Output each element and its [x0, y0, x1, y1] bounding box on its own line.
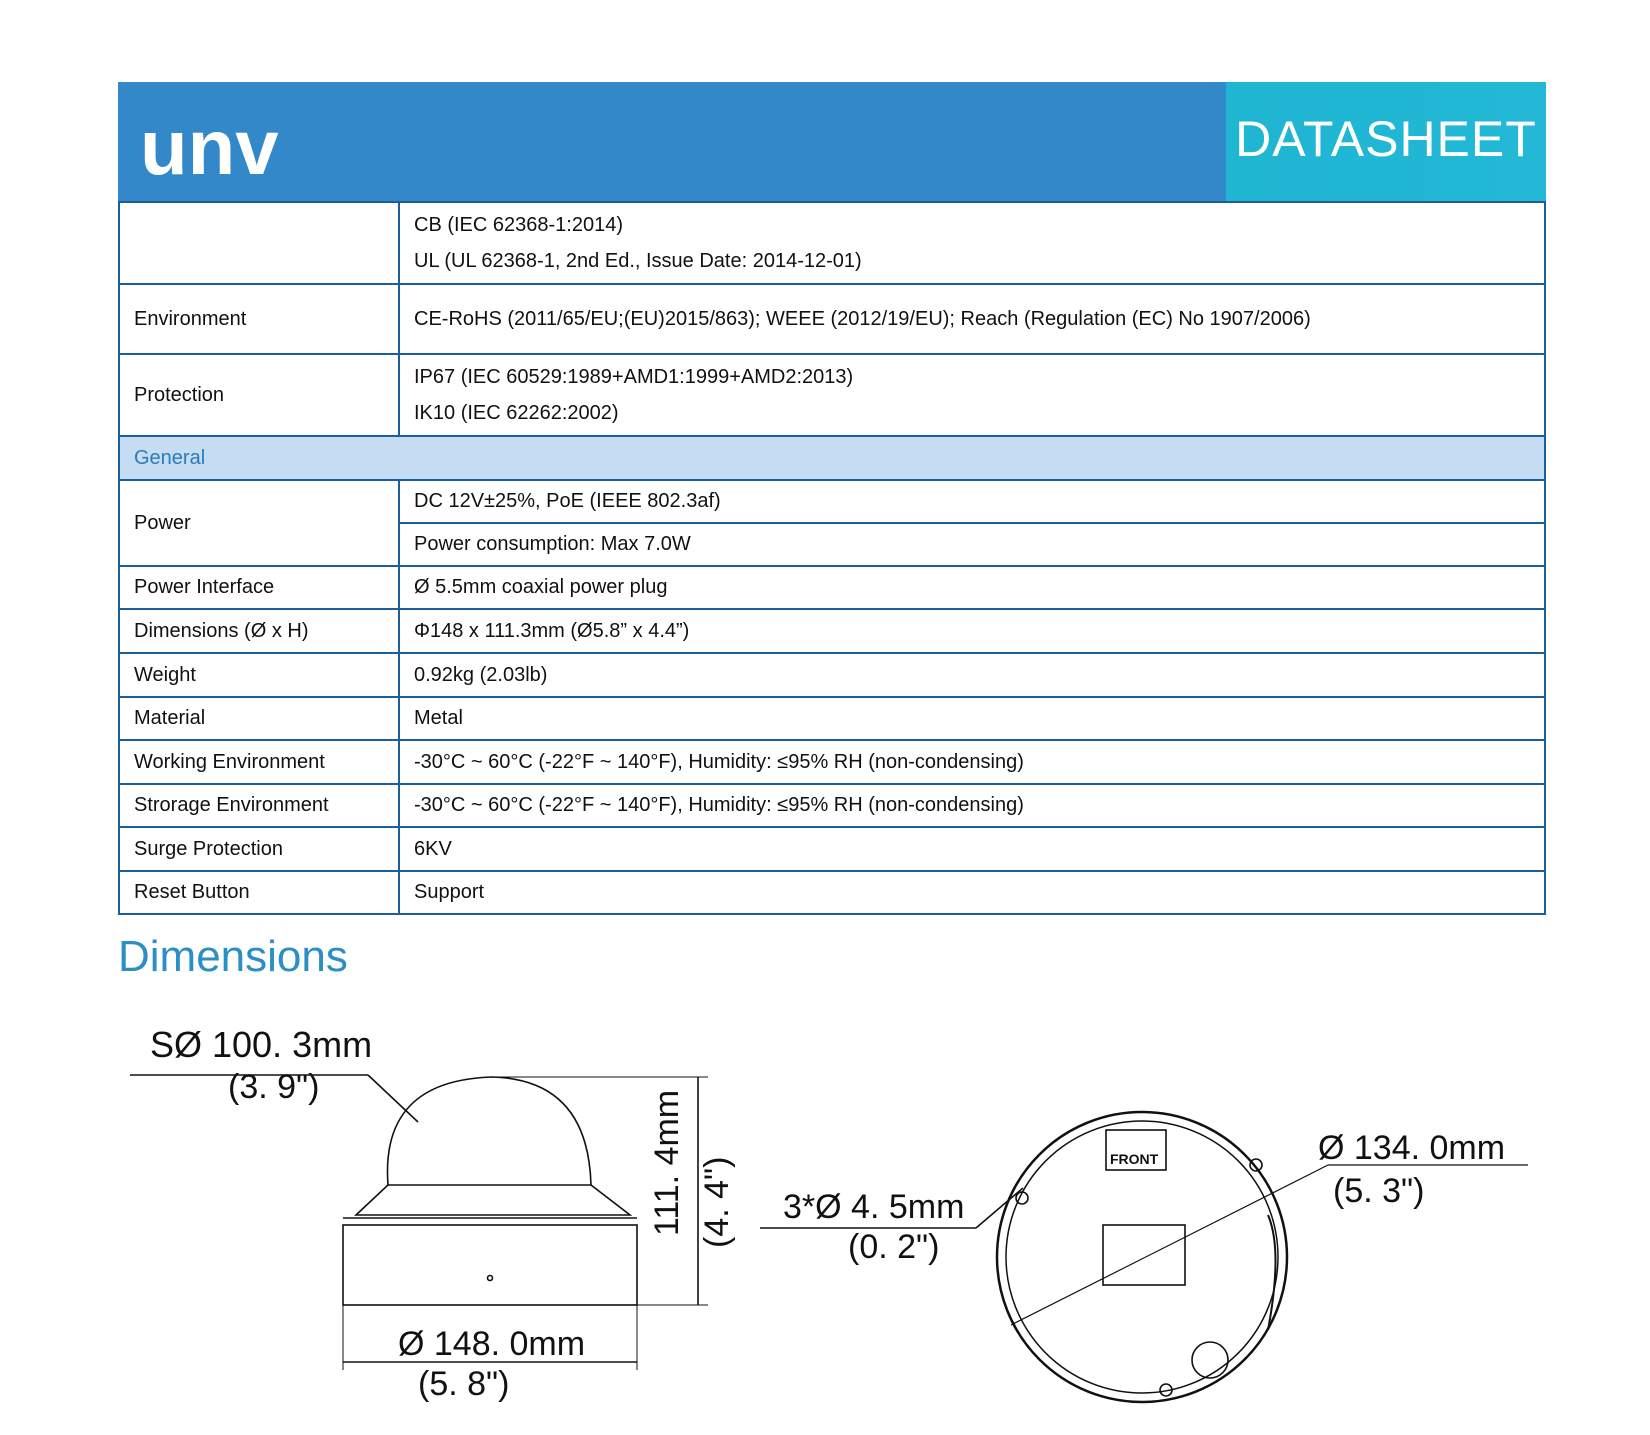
row-label: Power	[119, 480, 399, 566]
table-row	[119, 740, 1545, 784]
table-row	[119, 566, 1545, 609]
row-label: Strorage Environment	[119, 784, 399, 827]
row-value: Power consumption: Max 7.0W	[399, 523, 1545, 566]
logo-text: unv	[140, 103, 279, 182]
header-banner	[118, 82, 1546, 201]
spec-table	[118, 201, 1546, 915]
row-value	[399, 202, 1545, 284]
value-line: IK10 (IEC 62262:2002)	[414, 402, 619, 424]
table-row	[119, 284, 1545, 354]
table-row	[119, 653, 1545, 697]
datasheet-badge	[1226, 82, 1546, 201]
row-value: CE-RoHS (2011/65/EU;(EU)2015/863); WEEE (2012/19/EU); Reach (Regulation (EC) No 1907/2006)	[399, 284, 1545, 354]
reset-hole	[488, 1276, 493, 1281]
row-value: Ø 5.5mm coaxial power plug	[399, 566, 1545, 609]
dome-diameter-inch-label: (3. 9")	[228, 1068, 320, 1106]
housing-shoulder	[356, 1185, 630, 1215]
row-value: Metal	[399, 697, 1545, 740]
row-value: 0.92kg (2.03lb)	[399, 653, 1545, 697]
table-row	[119, 480, 1545, 523]
cable-port-icon	[1192, 1342, 1228, 1378]
row-value: Support	[399, 871, 1545, 914]
holes-leader-line	[976, 1188, 1023, 1228]
row-label: Environment	[119, 284, 399, 354]
row-label: Material	[119, 697, 399, 740]
dimension-drawing	[118, 1010, 1546, 1425]
row-value: 6KV	[399, 827, 1545, 871]
plate-diameter-inch-label: (5. 3")	[1333, 1172, 1425, 1210]
base-diameter-label: Ø 148. 0mm	[398, 1325, 586, 1363]
base-diameter-inch-label: (5. 8")	[418, 1365, 510, 1403]
row-label: Surge Protection	[119, 827, 399, 871]
plate-diameter-label: Ø 134. 0mm	[1318, 1129, 1506, 1167]
row-label: Working Environment	[119, 740, 399, 784]
height-inch-label: (4. 4")	[698, 1156, 736, 1248]
dome-leader-line	[368, 1075, 418, 1122]
row-value: -30°C ~ 60°C (-22°F ~ 140°F), Humidity: ≤95% RH (non-condensing)	[399, 784, 1545, 827]
value-line: UL (UL 62368-1, 2nd Ed., Issue Date: 2014-12-01)	[414, 250, 862, 272]
table-row	[119, 871, 1545, 914]
table-row	[119, 354, 1545, 436]
holes-label: 3*Ø 4. 5mm	[783, 1188, 965, 1226]
table-row	[119, 609, 1545, 653]
table-row	[119, 202, 1545, 284]
table-row	[119, 697, 1545, 740]
unv-logo	[140, 102, 290, 182]
row-label: Power Interface	[119, 566, 399, 609]
table-row	[119, 784, 1545, 827]
datasheet-label: DATASHEET	[1235, 111, 1537, 167]
holes-inch-label: (0. 2")	[848, 1228, 940, 1266]
height-label: 111. 4mm	[648, 1089, 686, 1236]
row-label	[119, 202, 399, 284]
row-label: Weight	[119, 653, 399, 697]
row-label: Protection	[119, 354, 399, 436]
table-row	[119, 827, 1545, 871]
section-label: General	[119, 436, 1545, 480]
dome-outline	[387, 1077, 591, 1185]
row-label: Dimensions (Ø x H)	[119, 609, 399, 653]
value-line: IP67 (IEC 60529:1989+AMD1:1999+AMD2:2013)	[414, 366, 854, 388]
row-label: Reset Button	[119, 871, 399, 914]
cable-channel	[1268, 1215, 1276, 1330]
housing-body	[343, 1225, 637, 1305]
section-row	[119, 436, 1545, 480]
dome-diameter-label: SØ 100. 3mm	[150, 1024, 373, 1065]
row-value	[399, 354, 1545, 436]
row-value: DC 12V±25%, PoE (IEEE 802.3af)	[399, 480, 1545, 523]
dimensions-title: Dimensions	[118, 932, 348, 981]
row-value: Φ148 x 111.3mm (Ø5.8” x 4.4”)	[399, 609, 1545, 653]
center-plate	[1103, 1225, 1185, 1285]
row-value: -30°C ~ 60°C (-22°F ~ 140°F), Humidity: ≤95% RH (non-condensing)	[399, 740, 1545, 784]
front-label: FRONT	[1110, 1151, 1159, 1167]
value-line: CB (IEC 62368-1:2014)	[414, 214, 624, 236]
